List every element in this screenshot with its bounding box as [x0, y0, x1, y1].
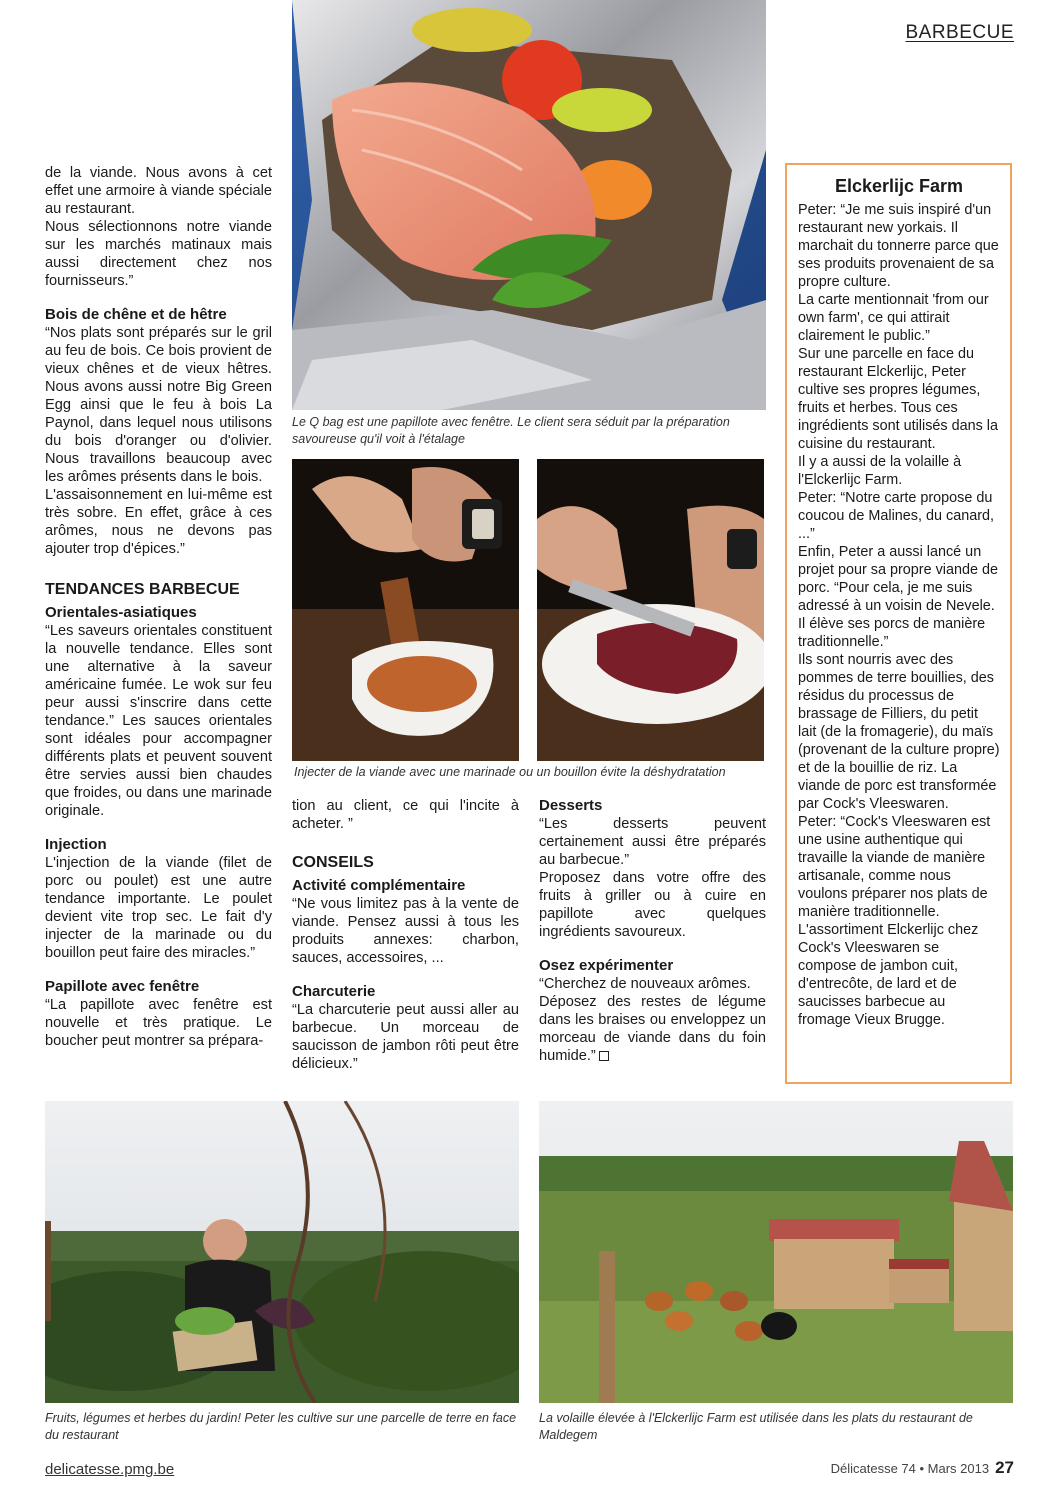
caption-chickens: La volaille élevée à l'Elckerlijc Farm est utilisée dans les plats du restaurant de Maldegem [539, 1411, 973, 1442]
col3-paragraph: Proposez dans votre offre des fruits à griller ou à cuire en papillote avec quelques ingrédients savoureux. [539, 870, 766, 940]
footer-issue-text: Délicatesse 74 • Mars 2013 [830, 1461, 990, 1476]
col1-paragraph: L'injection de la viande (filet de porc ou poulet) est une autre tendance importante. Le poulet devient vite trop sec. Le fait d'y injecter de la marinade ou du bouillon peut faire des miracles.” [45, 855, 272, 961]
col2-paragraph: tion au client, ce qui l'incite à acheter. ” [292, 798, 519, 832]
subheading-papillote: Papillote avec fenêtre [45, 978, 200, 995]
col1-paragraph: “Nos plats sont préparés sur le gril au feu de bois. Ce bois provient de vieux chênes et de vieux hêtres. Nous avons aussi notre Big Green Egg ainsi que le feu à bois La Paynol, dans lequel nous utilisons du bois d'oranger ou d'olivier. Nous travaillons beaucoup avec les arômes présents dans le bois. [45, 325, 272, 485]
sidebar-elckerlijc-farm [785, 163, 1012, 1084]
col1-paragraph: Nous sélectionnons notre viande sur les marchés matinaux mais aussi directement chez nos fournisseurs.” [45, 219, 272, 289]
sidebar-paragraph: Il y a aussi de la volaille à l'Elckerlijc Farm. [798, 454, 962, 488]
sidebar-paragraph: Peter: “Notre carte propose du coucou de Malines, du canard, ...” [798, 490, 994, 542]
garden-photo [45, 1101, 519, 1403]
column-1 [45, 164, 272, 1050]
col1-paragraph: de la viande. Nous avons à cet effet une armoire à viande spéciale au restaurant. [45, 165, 272, 217]
injection-meat-photo [537, 459, 764, 761]
sidebar-title: Elckerlijc Farm [834, 176, 964, 196]
caption-garden: Fruits, légumes et herbes du jardin! Peter les cultive sur une parcelle de terre en face du restaurant [45, 1411, 517, 1442]
sidebar-paragraph: Peter: “Je me suis inspiré d'un restaurant new yorkais. Il marchait du tonnerre parce que ses produits provenaient de sa propre culture. [798, 202, 999, 290]
subheading-activite: Activité complémentaire [292, 877, 466, 894]
footer-issue [831, 1458, 1014, 1478]
col3-paragraph: Déposez des restes de légume dans les braises ou enveloppez un morceau de viande dans du foin humide.” [539, 994, 766, 1064]
col1-paragraph: L'assaisonnement en lui-même est très sobre. En effet, grâce à ces arômes, nous ne devons pas ajouter trop d'épices.” [45, 487, 272, 557]
caption-papillote: Le Q bag est une papillote avec fenêtre. Le client sera séduit par la préparation savoureuse qu'il voit à l'étalage [292, 415, 730, 446]
footer-website-link[interactable]: delicatesse.pmg.be [45, 1461, 175, 1478]
papillote-photo [292, 0, 766, 410]
subheading-bois: Bois de chêne et de hêtre [45, 306, 227, 323]
col3-paragraph: “Les desserts peuvent certainement aussi être préparés au barbecue.” [539, 816, 766, 868]
col1-paragraph: “La papillote avec fenêtre est nouvelle et très pratique. Le boucher peut montrer sa prépara- [45, 997, 272, 1049]
subheading-desserts: Desserts [539, 797, 603, 814]
col2-paragraph: “La charcuterie peut aussi aller au barbecue. Un morceau de saucisson de jambon rôti peut être délicieux.” [292, 1002, 519, 1072]
column-3 [539, 797, 766, 1065]
sidebar-paragraph: Peter: “Cock's Vleeswaren est une usine authentique qui travaille la viande de manière artisanale, comme nous voulons préparer nos plats de manière traditionnelle. L'assortiment Elckerlijc chez Cock's Vleeswaren se compose de jambon cuit, d'entrecôte, de lard et de saucisses barbecue au fromage Vieux Brugge. [798, 814, 991, 1028]
heading-conseils: CONSEILS [292, 854, 374, 871]
end-of-article-icon [599, 1051, 609, 1061]
page-number: 27 [995, 1458, 1014, 1477]
subheading-injection: Injection [45, 836, 107, 853]
sidebar-paragraph: La carte mentionnait 'from our own farm', ce qui attirait clairement le public.” [798, 292, 989, 344]
caption-injection: Injecter de la viande avec une marinade ou un bouillon évite la déshydratation [294, 765, 726, 779]
injection-bowl-photo [292, 459, 519, 761]
subheading-orientales: Orientales-asiatiques [45, 604, 197, 621]
sidebar-paragraph: Ils sont nourris avec des pommes de terre bouillies, des résidus du processus de brassage de Filliers, du petit lait (de la fromagerie), du maïs (provenant de la culture propre) et de la bouillie de riz. La viande de porc est transformée par Cock's Vleeswaren. [798, 652, 1000, 812]
sidebar-paragraph: Enfin, Peter a aussi lancé un projet pour sa propre viande de porc. “Pour cela, je me suis adressé à un voisin de Nevele. Il élève ses porcs de manière traditionnelle.” [798, 544, 999, 650]
section-tag: BARBECUE [905, 22, 1014, 43]
col2-paragraph: “Ne vous limitez pas à la vente de viande. Pensez aussi à tous les produits annexes: charbon, sauces, accessoires, ... [292, 896, 519, 966]
sidebar-paragraph: Sur une parcelle en face du restaurant Elckerlijc, Peter cultive ses propres légumes, fruits et herbes. Tous ces ingrédients sont utilisés dans la cuisine du restaurant. [798, 346, 998, 452]
chickens-photo [539, 1101, 1013, 1403]
column-2 [292, 797, 519, 1073]
subheading-osez: Osez expérimenter [539, 957, 674, 974]
heading-tendances: TENDANCES BARBECUE [45, 581, 240, 598]
col1-paragraph: “Les saveurs orientales constituent la nouvelle tendance. Elles sont une alternative à la saveur américaine fumée. Le wok sur feu peur aussi s'inscrire dans cette tendance.” Les sauces orientales sont idéales pour accompagner différents plats et peuvent souvent être servies aussi bien chaudes que froides, ou dans une marinade originale. [45, 623, 272, 819]
subheading-charcuterie: Charcuterie [292, 983, 376, 1000]
col3-paragraph: “Cherchez de nouveaux arômes. [539, 976, 751, 992]
